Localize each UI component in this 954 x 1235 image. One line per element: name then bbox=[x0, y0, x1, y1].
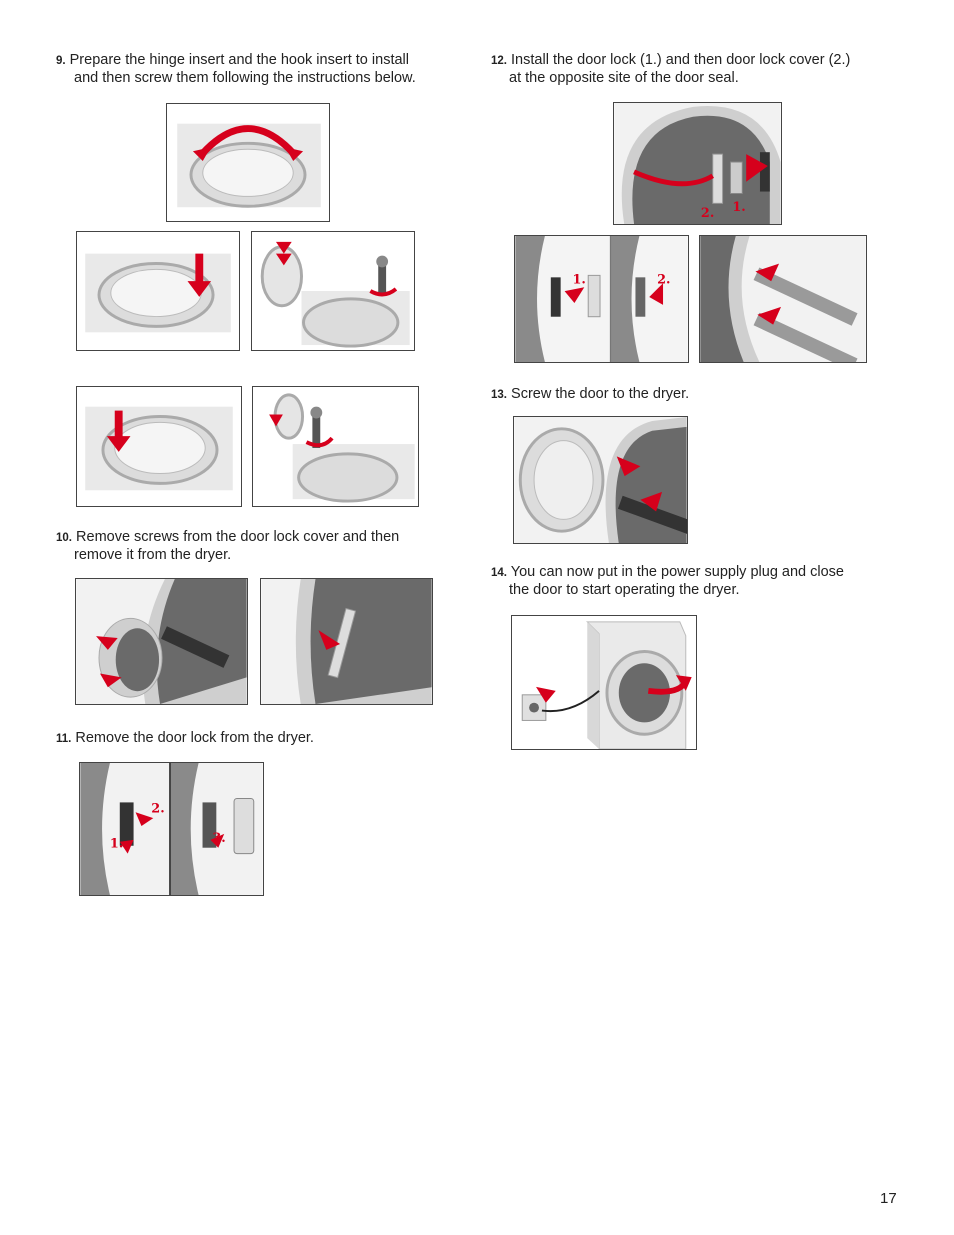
figure-12a-install-lock bbox=[613, 102, 782, 225]
step-10-text bbox=[56, 529, 399, 564]
figure-12c-screw-cover bbox=[699, 235, 867, 363]
figure-9a-rotate-door bbox=[166, 103, 330, 222]
label-2: 2. bbox=[657, 272, 671, 288]
figure-9c-screw-hinge bbox=[251, 231, 415, 351]
step-text-line1: Remove the door lock from the dryer. bbox=[75, 730, 314, 746]
step-number: 14. bbox=[491, 567, 507, 579]
step-text-line1: Install the door lock (1.) and then door lock cover (2.) bbox=[511, 52, 851, 68]
step-text-line1: You can now put in the power supply plug and close bbox=[510, 564, 844, 580]
label-1: 1. bbox=[732, 200, 746, 216]
step-12-text bbox=[491, 52, 850, 87]
figure-9b-hinge-insert bbox=[76, 231, 240, 351]
step-11-text bbox=[56, 730, 314, 748]
step-number: 9. bbox=[56, 55, 66, 67]
step-text-line2: the door to start operating the dryer. bbox=[509, 582, 740, 598]
figure-9e-screw-hook bbox=[252, 386, 419, 507]
figure-13-screw-door bbox=[513, 416, 688, 544]
step-14-text bbox=[491, 564, 844, 599]
figure-12b-lock-steps bbox=[514, 235, 689, 363]
step-number: 10. bbox=[56, 532, 72, 544]
step-text-line2: remove it from the dryer. bbox=[74, 547, 232, 563]
step-13-text bbox=[491, 386, 689, 404]
step-number: 13. bbox=[491, 389, 507, 401]
page-number: 17 bbox=[880, 1190, 897, 1207]
step-9-text bbox=[56, 52, 416, 87]
figure-14-plug-in-close-door bbox=[511, 615, 697, 750]
step-text-line1: Screw the door to the dryer. bbox=[511, 386, 690, 402]
label-2: 2. bbox=[151, 801, 165, 817]
step-number: 11. bbox=[56, 733, 72, 745]
figure-10b-remove-cover bbox=[260, 578, 433, 705]
step-text-line1: Remove screws from the door lock cover and then bbox=[76, 529, 400, 545]
figure-10a-remove-screws bbox=[75, 578, 248, 705]
step-text-line2: and then screw them following the instructions below. bbox=[74, 70, 416, 86]
label-2: 2. bbox=[700, 206, 715, 222]
step-text-line1: Prepare the hinge insert and the hook insert to install bbox=[69, 52, 409, 68]
step-number: 12. bbox=[491, 55, 507, 67]
figure-9d-hook-insert bbox=[76, 386, 242, 507]
label-1: 1. bbox=[572, 272, 586, 288]
label-1: 1. bbox=[109, 836, 124, 852]
label-3: 3. bbox=[212, 830, 226, 846]
step-text-line2: at the opposite site of the door seal. bbox=[509, 70, 739, 86]
figure-11-remove-door-lock bbox=[79, 762, 264, 896]
